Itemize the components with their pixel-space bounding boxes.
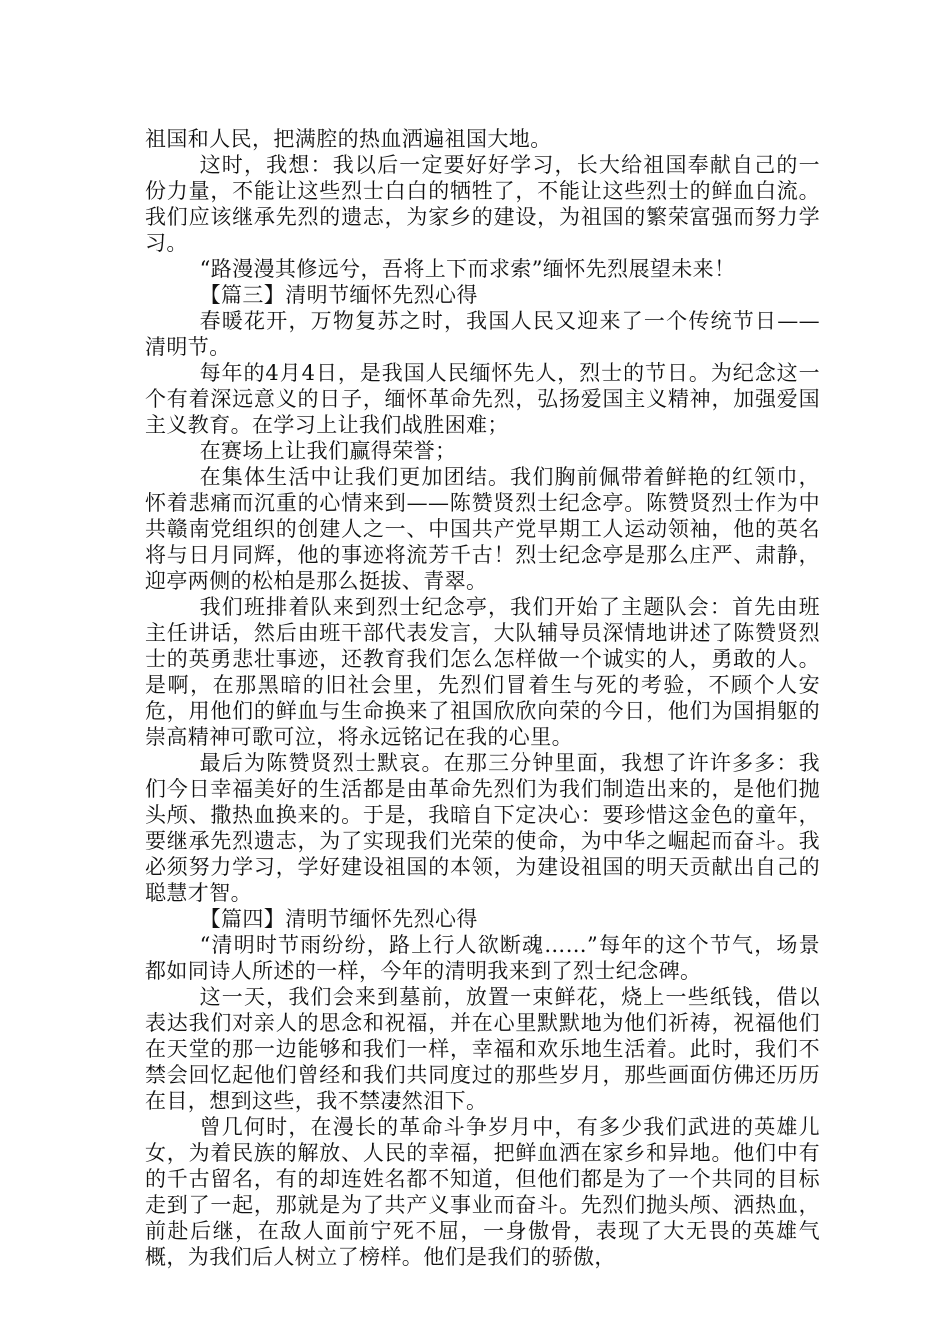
paragraph: 这时，我想：我以后一定要好好学习，长大给祖国奉献自己的一份力量，不能让这些烈士白白的牺牲了，不能让这些烈士的鲜血白流。我们应该继承先烈的遗志，为家乡的建设，为祖国的繁荣富强而努力学习。 (145, 153, 820, 255)
section-heading-3: 【篇三】清明节缅怀先烈心得 (199, 283, 478, 307)
paragraph: 在赛场上让我们赢得荣誉； (199, 439, 457, 463)
paragraph: 每年的4月4日，是我国人民缅怀先人，烈士的节日。为纪念这一个有着深远意义的日子，缅怀革命先烈，弘扬爱国主义精神，加强爱国主义教育。在学习上让我们战胜困难； (145, 361, 820, 437)
paragraph: 我们班排着队来到烈士纪念亭，我们开始了主题队会：首先由班主任讲话，然后由班干部代表发言，大队辅导员深情地讲述了陈赞贤烈士的英勇悲壮事迹，还教育我们怎么怎样做一个诚实的人，勇敢的人。是啊，在那黑暗的旧社会里，先烈们冒着生与死的考验，不顾个人安危，用他们的鲜血与生命换来了祖国欣欣向荣的今日，他们为国捐躯的崇高精神可歌可泣，将永远铭记在我的心里。 (145, 595, 820, 749)
paragraph: 在集体生活中让我们更加团结。我们胸前佩带着鲜艳的红领巾，怀着悲痛而沉重的心情来到——陈赞贤烈士纪念亭。陈赞贤烈士作为中共赣南党组织的创建人之一、中国共产党早期工人运动领袖，他的英名将与日月同辉，他的事迹将流芳千古！烈士纪念亭是那么庄严、肃静，迎亭两侧的松柏是那么挺拔、青翠。 (145, 465, 820, 593)
paragraph-continuation: 祖国和人民，把满腔的热血洒遍祖国大地。 (145, 127, 552, 151)
document-body (145, 126, 820, 1270)
section-heading-4: 【篇四】清明节缅怀先烈心得 (199, 907, 478, 931)
paragraph: 春暖花开，万物复苏之时，我国人民又迎来了一个传统节日——清明节。 (145, 309, 820, 359)
paragraph: “路漫漫其修远兮，吾将上下而求索”缅怀先烈展望未来！ (199, 257, 736, 281)
paragraph: “清明时节雨纷纷，路上行人欲断魂……”每年的这个节气，场景都如同诗人所述的一样，今年的清明我来到了烈士纪念碑。 (145, 933, 820, 983)
paragraph: 曾几何时，在漫长的革命斗争岁月中，有多少我们武进的英雄儿女，为着民族的解放、人民的幸福，把鲜血洒在家乡和异地。他们中有的千古留名，有的却连姓名都不知道，但他们都是为了一个共同的目标走到了一起，那就是为了共产义事业而奋斗。先烈们抛头颅、洒热血，前赴后继，在敌人面前宁死不屈，一身傲骨，表现了大无畏的英雄气概，为我们后人树立了榜样。他们是我们的骄傲， (145, 1115, 820, 1269)
paragraph: 最后为陈赞贤烈士默哀。在那三分钟里面，我想了许许多多：我们今日幸福美好的生活都是由革命先烈们为我们制造出来的，是他们抛头颅、撒热血换来的。于是，我暗自下定决心：要珍惜这金色的童年，要继承先烈遗志，为了实现我们光荣的使命，为中华之崛起而奋斗。我必须努力学习，学好建设祖国的本领，为建设祖国的明天贡献出自己的聪慧才智。 (145, 751, 820, 905)
paragraph: 这一天，我们会来到墓前，放置一束鲜花，烧上一些纸钱，借以表达我们对亲人的思念和祝福，并在心里默默地为他们祈祷，祝福他们在天堂的那一边能够和我们一样，幸福和欢乐地生活着。此时，我们不禁会回忆起他们曾经和我们共同度过的那些岁月，那些画面仿佛还历历在目，想到这些，我不禁凄然泪下。 (145, 985, 820, 1113)
